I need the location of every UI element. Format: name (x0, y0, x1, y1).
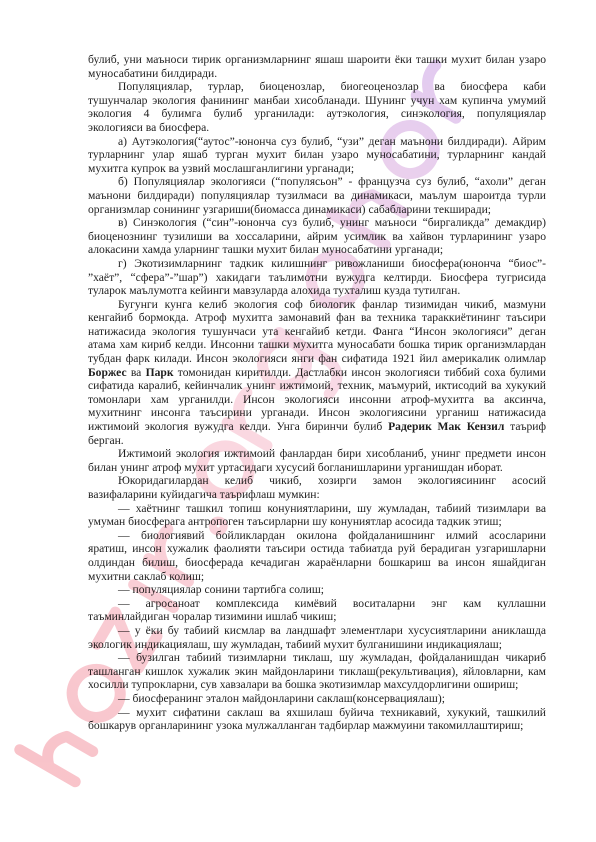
paragraph (88, 298, 546, 448)
paragraph (88, 529, 546, 583)
text-line: Ижтимоий экология ижтимоий фанлардан бири хисобланиб, унинг предмети инсон (118, 447, 546, 461)
text-run: ва (126, 365, 146, 379)
text-line: — бузилган табиий тизимларни тиклаш, шу жумладан, фойдаланишдан чикариб (118, 651, 546, 665)
paragraph (88, 692, 546, 706)
text-line: — популяциялар сонини тартибга солиш; (118, 583, 325, 597)
paragraph (88, 175, 546, 216)
text-line: муносабатини билдиради. (88, 66, 218, 80)
text-line: в) Синэкология (“син”-юнонча суз булиб, унинг маъноси “биргаликда” демакдир) (118, 216, 546, 230)
text-line (88, 420, 546, 434)
paragraph (88, 447, 546, 474)
text-line: умуман биосферага антропоген таъсирларни шу конуниятлар асосида тадкик этиш; (88, 515, 502, 529)
text-line: ташланган кишлок хужалик экин майдонларини тиклаш(рекультивация), яйловларни, кам (88, 664, 546, 678)
paragraph (88, 53, 546, 80)
text-line: — у ёки бу табиий кисмлар ва ландшафт элементлари хусусиятларини аниклашда (118, 623, 546, 637)
text-line: экология 4 булимга булиб урганилади: аутэкология, синэкология, популяциялар (88, 107, 546, 121)
text-line: организмлар сонининг узгариши(биомасса динамикаси) сабабларини текширади; (88, 202, 492, 216)
text-line: г) Экотизимларнинг тадкик килишнинг ривожланиши биосфера(юнонча “биос”- (118, 256, 546, 270)
text-line: маънони билдиради) популяциялар тузилмаси ва динамикаси, маълум шароитда турли (88, 188, 546, 202)
text-line: булиб, уни маъноси тирик организмларнинг яшаш шароити ёки ташки мухит билан узаро (88, 53, 546, 66)
paragraph (88, 474, 546, 501)
text-line: бошкарув органларининг узока мулжалланган тадбирлар мажмуини такомиллаштириш; (88, 719, 524, 733)
watermark-shape (20, 719, 93, 781)
paragraph (88, 257, 546, 298)
paragraph (88, 80, 546, 134)
text-run: таъриф (504, 420, 546, 434)
text-line: — агросаноат комплексида кимёвий воситаларни энг кам куллашни (118, 596, 546, 610)
text-line: мухитнинг инсонга таъсирини урганади. Инсон экологиясини урганиш натижасида (88, 406, 546, 420)
text-line: — биологиявий бойликлардан окилона фойдаланишнинг илмий асосларини (118, 528, 546, 542)
text-line: — хаётнинг ташкил топиш конуниятларини, шу жумладан, табиий тизимлари ва (118, 501, 546, 515)
text-line: мухитни саклаб колиш; (88, 569, 205, 583)
bold-name: Парк (145, 365, 174, 379)
text-line: сифатида каралиб, кейинчалик унинг ижтимоий, техник, маъмурий, иктисодий ва хукукий (88, 379, 546, 393)
text-line: турларнинг улар яшаб турган мухит билан узаро муносабатини, турларнинг кандай (88, 148, 546, 162)
text-line: натижасида экология тушунчаси ута кенгайиб кетди. Фанга “Инсон экологияси” деган (88, 324, 546, 338)
text-line: а) Аутэкология(“аутос”-юнонча суз булиб, “узи” деган маънони билдиради). Айрим (118, 134, 546, 148)
text-line: Популяциялар, турлар, биоценозлар, биогеоценозлар ва биосфера каби (118, 80, 546, 94)
text-line: хосилли тупрокларни, сув хавзалари ва бошка экотизимлар махсулдорлигини ошириш; (88, 678, 519, 692)
paragraph (88, 135, 546, 176)
body-text (88, 53, 546, 733)
text-line: экологик индикациялаш, шу жумладан, табиий мухит булганишини индикациялаш; (88, 637, 502, 651)
text-line: биоценознинг тузилиши ва хоссаларини, айрим усимлик ва хайвон турларининг узаро (88, 229, 546, 243)
text-line: яратиш, инсон хужалик фаолияти таъсири остида табиатда руй берадиган узгаришларни (88, 542, 546, 556)
paragraph (88, 706, 546, 733)
text-line (88, 366, 546, 380)
text-line: мухитга купрок ва узвий мослашганлигини урганади; (88, 161, 355, 175)
text-line: вазифаларини куйидагича таърифлаш мумкин: (88, 488, 320, 501)
paragraph (88, 597, 546, 624)
paragraph (88, 583, 546, 597)
text-line: б) Популяциялар экологияси (“популясьон” - французча суз булиб, “ахоли” деган (118, 175, 546, 189)
text-line: Юкоридагилардан келиб чикиб, хозирги замон экологиясининг асосий (118, 474, 546, 488)
text-run: ижтимоий экология вужудга келди. Унга биринчи булиб (88, 420, 389, 434)
text-line: экологияси ва биосфера. (88, 120, 210, 134)
text-line: Бугунги кунга келиб экология соф биологик фанлар тизимидан чикиб, мазмуни (118, 297, 546, 311)
paragraph (88, 502, 546, 529)
text-run: томонидан киритилди. Дастлабки инсон экологияси тиббий соха булими (173, 365, 546, 379)
text-line: тубдан фарк килади. Инсон экологияси янги фан сифатида 1921 йил америкалик олимлар (88, 352, 546, 366)
bold-name: Боржес (88, 365, 127, 379)
paragraph (88, 216, 546, 257)
text-line: туларок маълумотга кейинги мавзуларда алохида тухталиш кузда тутилган. (88, 284, 461, 298)
text-line: — биосферанинг эталон майдонларини саклаш(консервациялаш); (118, 691, 445, 705)
text-line: олдиндан билиш, биосферада кечадиган жараёнларни бошкариш ва инсон яшайдиган (88, 555, 546, 569)
text-line: атама хам кириб келди. Инсонни ташки мухитга муносабати бошка тирик организмлардан (88, 338, 546, 352)
text-line: тушунчалар экология фанининг манбаи хисобланади. Шунинг учун хам купинча умумий (88, 93, 546, 107)
text-line: алокасини хамда уларнинг ташки мухит билан муносабатини урганади; (88, 243, 444, 257)
bold-name: Радерик Мак Кензил (388, 420, 505, 434)
paragraph (88, 651, 546, 692)
text-line: — мухит сифатини саклаш ва яхшилаш буйича техникавий, хукукий, ташкилий (118, 705, 546, 719)
text-line: таъминлайдиган чоралар тизимини ишлаб чикиш; (88, 610, 337, 624)
paragraph (88, 624, 546, 651)
text-line: берган. (88, 433, 124, 447)
text-line: кенгайиб бормокда. Атроф мухитга замонавий фан ва техника тараккиётининг таъсири (88, 311, 546, 325)
text-line: ”хаёт”, “сфера”-”шар”) хакидаги таълимотни вужудга келтирди. Биосфера тугрисида (88, 270, 546, 284)
text-line: томонлари хам урганилди. Инсон экологияси инсонни атроф-мухитга ва аксинча, (88, 392, 546, 406)
text-line: билан унинг атроф мухит уртасидаги хусусий богланишларини урганишдан иборат. (88, 460, 503, 474)
